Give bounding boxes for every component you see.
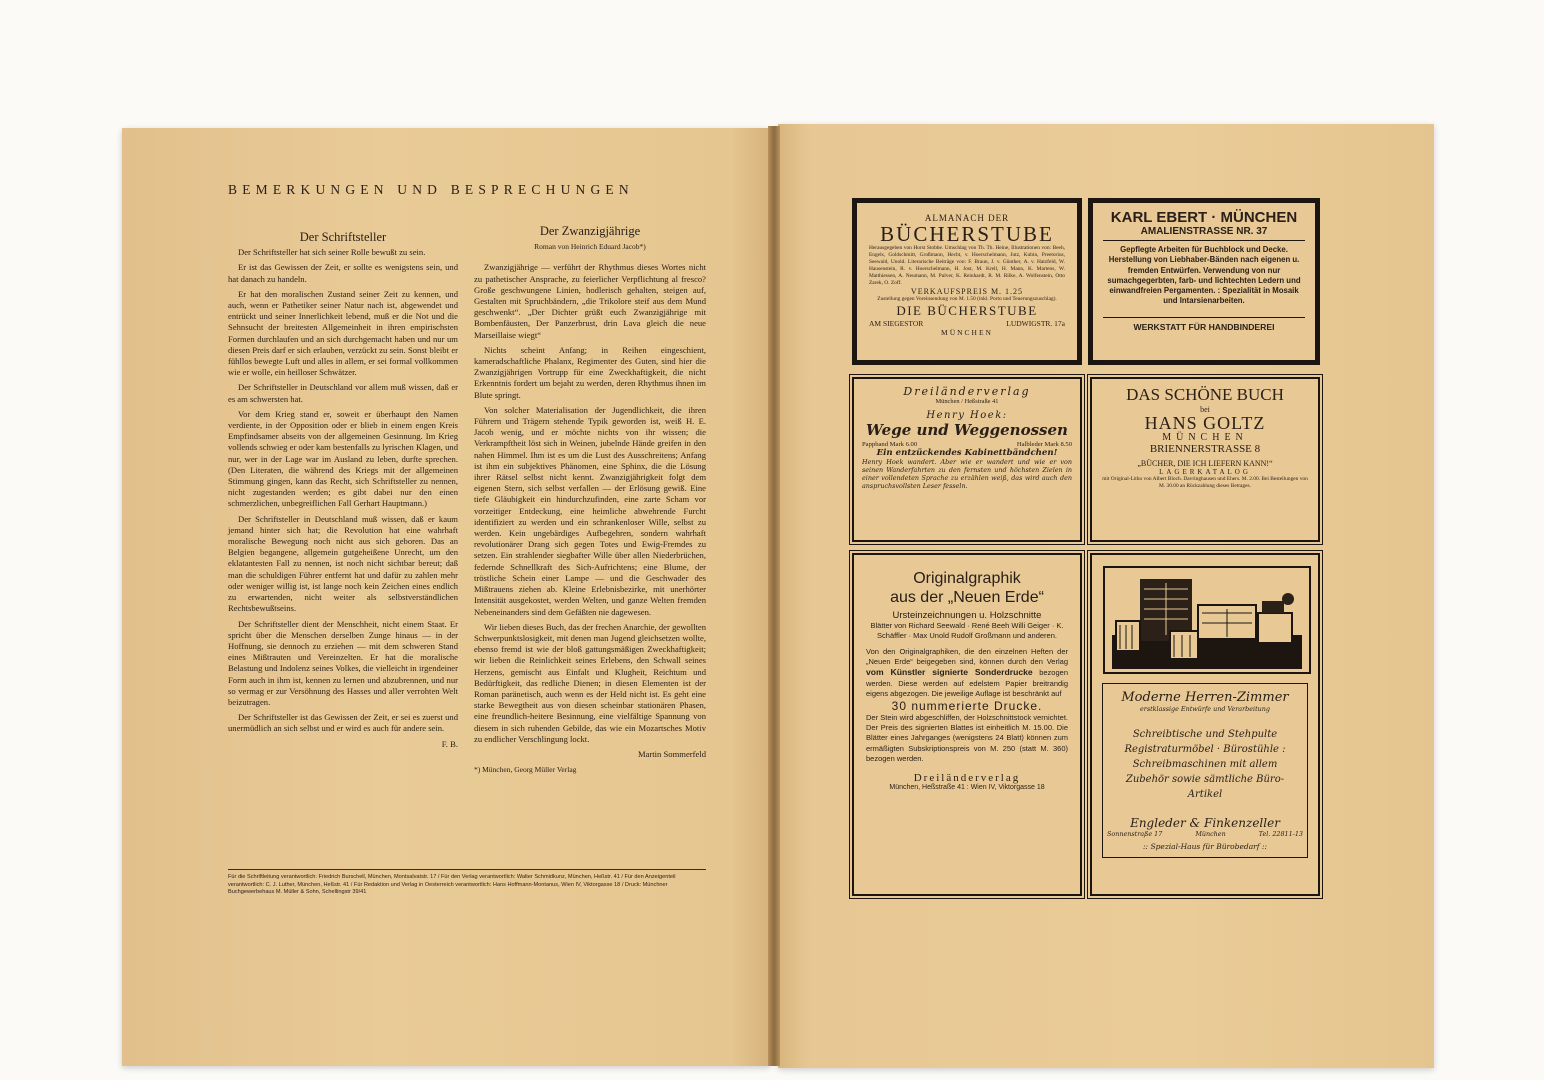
- ad-body: mit Original-Litho von Albert Bloch. Davringhausen und Ehers. M. 2.00. Bei Bestellungen von M. 30.00 an Rückzahlung dieses Betrages.: [1102, 476, 1308, 489]
- footnote: *) München, Georg Müller Verlag: [474, 765, 577, 775]
- article-subtitle: Roman von Heinrich Eduard Jacob*): [534, 242, 646, 252]
- price-right: Halbleder Mark 8.50: [1016, 441, 1072, 448]
- ad-prices: [862, 441, 1072, 448]
- paragraph: Vor dem Krieg stand er, soweit er überhaupt den Namen verdiente, in der Opposition oder er blieb in einem engen Kreis Empfindsamer abseits von der allgemeinen Gesinnung. Im Krieg vollends schwieg er oder kam bestenfalls zu lyrischen Klagen, und nur, wer in der Lage war im Ausland zu leben, durfte sprechen. (Den Literaten, die während des Kriegs mit der allgemeinen Stimmung gingen, kann das Recht, sich Schriftsteller zu nennen, nicht zugestanden werden; es gibt dabei nur den einen schmerzlichen, unbegreiflichen Fall Gerhart Hauptmann.): [228, 408, 458, 509]
- paragraph: Der Schriftsteller in Deutschland vor allem muß wissen, daß er es am schwersten hat.: [228, 382, 458, 404]
- office-furniture-woodcut: [1102, 565, 1312, 675]
- ad-footer: WERKSTATT FÜR HANDBINDEREI: [1103, 317, 1305, 332]
- ad-subtitle: erstklassige Entwürfe und Verarbeitung: [1140, 705, 1270, 713]
- ad-artists: Blätter von Richard Seewald · René Beeh Willi Geiger · K. Schäffler · Max Unold Rudolf Großmann und anderen.: [870, 621, 1064, 640]
- article-title: Der Zwanzigjährige: [539, 224, 641, 238]
- paragraph: Nichts scheint Anfang; in Reihen eingeschient, kameradschaftliche Phalanx, Regimenter des Guten, sind hier die Zwanzigjährigen Vortrupp für eine Zweckhaftigkeit, die nicht Erkenntnis fordert um bejaht zu werden, deren Rhythmus ihnen im Blute springt.: [474, 344, 706, 400]
- ad-address-left: AM SIEGESTOR: [869, 319, 924, 328]
- ad-body: bezogen werden. Diese werden auf edelstem Papier breitrandig eigens abgezogen. Die jeweilige Auflage ist beschränkt auf: [866, 668, 1068, 698]
- ad-body: Von den Originalgraphiken, die den einzelnen Heften der „Neuen Erde“ beigegeben sind, können durch den Verlag: [866, 647, 1068, 667]
- paragraph: Der Schriftsteller ist das Gewissen der Zeit, er sei es zuerst und unermüdlich an sich selbst und er wird es auch für andere sein.: [228, 712, 458, 734]
- ad-body: Henry Hoek wandert. Aber wie er wandert und wie er von seinen Wanderfahrten zu den fernsten und höchsten Zielen in einer vollendeten Sprache zu erzählen weiß, das wird auch den anspruchsvollsten Leser fesseln.: [862, 458, 1072, 490]
- article-title: Der Schriftsteller: [299, 230, 387, 244]
- ad-title: KARL EBERT · MÜNCHEN: [1110, 209, 1298, 226]
- paragraph: Der Schriftsteller dient der Menschheit, nicht einem Staat. Er spricht über die Menschen derselben Zunge hinaus — in der Hoffnung, sie dennoch zu erziehen — mit dem schweren Stand eines Mißtrauten und Vereinzelten. Er hat die moralische Belastung und Indolenz seines Volkes, die vielleicht in irgendeiner Form auch in ihm ist, kennen zu lernen und abzubrennen, und nur so vermag er zur Versöhnung des Hasses und aller verrohten Welt beizutragen.: [228, 618, 458, 707]
- ad-publisher: Dreiländerverlag: [913, 772, 1021, 785]
- ad-address: München, Heßstraße 41 : Wien IV, Viktorgasse 18: [889, 784, 1045, 792]
- ad-contact: [1107, 830, 1303, 838]
- ad-highlight: vom Künstler signierte Sonderdrucke: [866, 667, 1033, 678]
- article-schriftsteller: [228, 232, 458, 754]
- ad-body: Gepflegte Arbeiten für Buchblock und Decke. Herstellung von Liebhaber-Bänden nach eigenen u. fremden Entwürfen. Verwendung von nur sumachgegerbten, farb- und lichtechten Ledern und einwandfreien Pergamenten. : Spezialität in Mosaik und Intarsienarbeiten.: [1107, 245, 1301, 306]
- ad-street: Sonnenstraße 17: [1107, 830, 1163, 838]
- ad-body: Der Stein wird abgeschliffen, der Holzschnittstock vernichtet. Der Preis des signierten Blattes ist einheitlich M. 15.00. Die Blätter eines Jahrganges (wenigstens 24 Blatt) können zum ermäßigten Subskriptionspreis von M. 250 (statt M. 360) bezogen werden.: [866, 713, 1068, 763]
- ad-subtitle: Ursteinzeichnungen u. Holzschnitte: [892, 610, 1042, 621]
- ad-city: MÜNCHEN: [1162, 432, 1248, 443]
- ad-tagline: Ein entzückendes Kabinettbändchen!: [876, 448, 1058, 458]
- signature: Martin Sommerfeld: [637, 748, 706, 759]
- ad-city: MÜNCHEN: [941, 328, 993, 337]
- ad-publisher: Dreiländerverlag: [903, 385, 1031, 398]
- signature: F. B.: [441, 738, 458, 749]
- signature-row: [474, 749, 706, 760]
- ad-title: BÜCHERSTUBE: [880, 222, 1054, 246]
- ad-address-right: LUDWIGSTR. 17a: [1006, 319, 1065, 328]
- ad-originalgraphik: [852, 553, 1082, 896]
- ad-footer: :: Spezial-Haus für Bürobedarf ::: [1143, 842, 1267, 851]
- ad-bei: bei: [1200, 405, 1210, 414]
- ad-author: Henry Hoek:: [926, 410, 1008, 421]
- ad-quote: „BÜCHER, DIE ICH LIEFERN KANN!“: [1137, 459, 1273, 468]
- ad-title: Wege und Weggenossen: [866, 421, 1068, 439]
- ad-title: DAS SCHÖNE BUCH: [1126, 385, 1284, 404]
- ad-line: ALMANACH DER: [924, 213, 1010, 223]
- ad-street: AMALIENSTRASSE NR. 37: [1103, 226, 1305, 241]
- ad-street: BRIENNERSTRASSE 8: [1149, 443, 1261, 455]
- article-zwanzigjaehrige: [474, 226, 706, 779]
- signature-row: [228, 739, 458, 750]
- spine-fold: [768, 126, 780, 1066]
- imprint: Für die Schriftleitung verantwortlich: Friedrich Burschell, München, Montsalvatstr. 17 / Für den Verlag verantwortlich: Walter Schmidkunz, München, Heßstr. 41 / Für den Anzeigenteil verantwortlich: C. J. Luther, München, Heßstr. 41 / Für Redaktion und Verlag in Oesterreich verantwortlich: Hans Hoffmann-Montanus, Wien IV, Viktorgasse 18 / Druck: Münchner Buchgewerbehaus M. Müller & Sohn, Schellingstr 39/41: [228, 869, 706, 897]
- paragraph: Wir lieben dieses Buch, das der frechen Anarchie, der gewollten Schwerpunktslosigkeit, mit denen man Jugend gleichsetzen wollte, ebenso fremd ist wie der bloß gattungsmäßigen Zweckhaftigkeit; wir lieben die Reinlichkeit seines Erlebens, den Schwall seines Herzens, gemischt aus Einfalt und Klugheit, Reichtum und Bedürftigkeit, das redliche Dienen; in diesen Elementen ist der Roman paränetisch, auch wenn es der Held nicht ist. Es geht eine starke Bewegtheit aus von diesen scheinbar stationären Phasen, eine freundlich-heitere Besinnung, eine vielfältige Spannung von diesem in sich ruhenden Gebilde, das wie ein Mozartsches Motiv zu endlicher Verschlingung lockt.: [474, 621, 706, 744]
- paragraph: Er ist das Gewissen der Zeit, er sollte es wenigstens sein, und hat danach zu handeln.: [228, 262, 458, 284]
- ad-herren-text: [1102, 683, 1308, 858]
- ad-herren-zimmer: [1090, 553, 1320, 896]
- paragraph: Von solcher Materialisation der Jugendlichkeit, die ihren Führern und Trägern stehende Typik geworden ist, weiß H. E. Jacob wenig, und er möchte nichts von ihr wissen; die Verkrampftheit löst sich in Weinen, jubelnde Hände greifen in den nahen Himmel. Ihm ist es um die Lust des Ausschreitens; Anfang ist ihm ein subjektives Phänomen, eine Sphinx, die die Lösung ihrer Rätsel selbst nicht kennt. Zwanzigjährigkeit folgt dem eigenen Stern, sich selbst verfallen — der Erlösung gewiß. Eine tiefe Gläubigkeit ein hindurchzufinden, eine zarte Scham vor vorzeitiger Entdeckung, eine heimliche abwehrende Furcht identifiziert zu werden und ein schrankenloser Wille, selbst zu werden. Kein ungebärdiges Aufbegehren, sondern wahrhaft revolutionärer Drang sich gegen Totes und Ewig-Fremdes zu setzen. Ein strahlender siegbafter Wille über allen Niederbrüchen, federnde Schnellkraft des Sich-Aufrichtens; eine Blume, der tröstliche Schein einer Lampe — und die Geschwader des Mißtrauens ziehen ab. Kleine Erlebnisbezirke, mit unerhörter Intensität ausgekostet, werden Welten, und ganze Welten fremden Nebeneinanders sind dem Gefäßten nie dagewesen.: [474, 404, 706, 617]
- section-header: BEMERKUNGEN UND BESPRECHUNGEN: [228, 182, 634, 197]
- ad-catalog: LAGERKATALOG: [1159, 468, 1251, 476]
- paragraph: Der Schriftsteller hat sich seiner Rolle bewußt zu sein.: [238, 247, 426, 258]
- ad-address: [869, 319, 1065, 328]
- ad-company: Engleder & Finkenzeller: [1130, 816, 1280, 830]
- ad-buecherstube: [852, 198, 1082, 365]
- ad-dreilaender: [852, 377, 1082, 542]
- ad-products: Schreibtische und Stehpulte Registraturmöbel · Bürostühle : Schreibmaschinen mit allem Zubehör sowie sämtliche Büro-Artikel: [1124, 729, 1286, 800]
- ad-tel: Tel. 22811-13: [1258, 830, 1303, 838]
- paragraph: Zwanzigjährige — verführt der Rhythmus dieses Wortes nicht zu pathetischer Ansprache, zu feierlicher Verpflichtung al fresco? Große geschwungene Linien, hodlerisch gehalten, steigen auf, Gestalten mit Spruchbändern, „die Trikolore steif aus dem Mund geschwenkt“. „Der Dichter grüßt euch Zwanzigjährige mit Bombenfäusten, Der Panzerbrust, drin Lava gleich die neue Marseillaise wiegt“: [474, 262, 706, 340]
- paragraph: Er hat den moralischen Zustand seiner Zeit zu kennen, und auch, wenn er Pathetiker seiner Natur nach ist, abgewendet und entrückt und seiner Innerlichkeit lebend, muß er die Not und die Sehnsucht der breitesten Allgemeinheit in ihren empirischsten Formen durchlaufen und an sich durchgemacht haben und nur um diesen Preis darf er sich erlauben, verzückt zu sein. Sonst bleibt er fühllos bewegte Luft und alles in allem, er sei formal vollkommen wie er wolle, ein heilloser Schwätzer.: [228, 288, 458, 378]
- ad-title: Moderne Herren-Zimmer: [1121, 690, 1289, 705]
- paragraph: Der Schriftsteller in Deutschland muß wissen, daß er kaum jemand hinter sich hat; die Revolution hat eine wahrhaft moralische Bewegung noch nicht aus sich geboren. Das an Belgien begangene, allgemein gutgeheißene Unrecht, um den eklatantesten Fall zu nennen, ist noch nicht sichtbar bereut; daß man die schuldigen Führer entfernt hat und dafür zu zahlen mehr oder weniger willig ist, ist lange noch kein Zeichen eines endlich zu erwartenden, nicht weiter als selbstverständlichen Rechtsbewußtseins.: [228, 513, 458, 614]
- ad-city: München: [1195, 830, 1226, 838]
- ad-goltz: [1090, 377, 1320, 542]
- price-left: Pappband Mark 6.00: [862, 441, 918, 448]
- ad-edition: 30 nummerierte Drucke.: [891, 699, 1043, 714]
- ad-publisher: DIE BÜCHERSTUBE: [896, 303, 1038, 318]
- ad-title: aus der „Neuen Erde“: [890, 589, 1044, 606]
- ad-title: Originalgraphik: [913, 570, 1021, 587]
- ad-address: München / Heßstraße 41: [935, 398, 999, 405]
- ad-price: VERKAUFSPREIS M. 1.25: [910, 287, 1024, 296]
- ad-note: Zustellung gegen Voreinsendung von M. 1.50 (inkl. Porto und Teuerungszuschlag).: [877, 296, 1057, 302]
- ad-body: Herausgegeben von Horst Stobbe. Umschlag von Th. Th. Heine, Illustrationen von: Beeh, Engels, Goldschmitt, Großmann, Hecht, v. Hoerschelmann, Jutz, Kubin, Preetorius, Seewald, Unold. Literarische Beiträge von: F. Braun, J. v. Günther, A. v. Hatzfeld, W. Hausenstein, R. v. Hoerschelmann, H. Jost, M. Krell, H. Mann, K. Martens, W. Matthiessen, A. Neumann, M. Pulver, K. Reinhardt, R. M. Rilke, A. Wolfenstein, Otto Zarek, O. Zoff.: [869, 245, 1065, 286]
- ad-text: [866, 647, 1068, 699]
- ad-name: HANS GOLTZ: [1144, 413, 1266, 433]
- ad-ebert: [1088, 198, 1320, 365]
